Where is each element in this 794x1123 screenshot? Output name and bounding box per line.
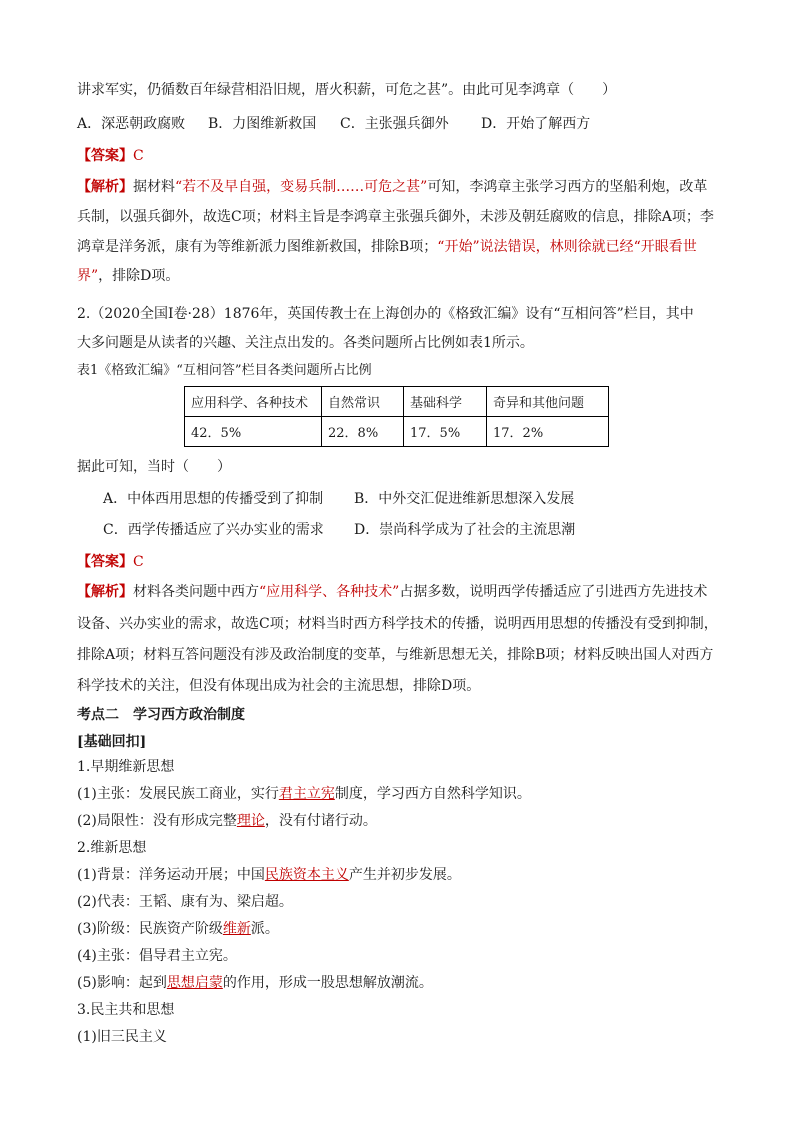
section-item: (1)旧三民主义 — [77, 1029, 167, 1045]
section-item: 3.民主共和思想 — [77, 1002, 175, 1018]
highlighted-term: 思想启蒙 — [166, 975, 223, 991]
highlighted-term: 民族资本主义 — [264, 867, 349, 883]
q1-answer — [77, 146, 144, 166]
q1-option-d: D．开始了解西方 — [481, 116, 591, 132]
q1-analysis-line-2 — [77, 207, 714, 227]
analysis-tag: 【解析】 — [77, 179, 133, 195]
analysis-text: 兵制，以强兵御外，故选C项；材料主旨是李鸿章主张强兵御外，未涉及朝廷腐败的信息，排除A项；李 — [77, 209, 714, 225]
answer-value: C — [133, 148, 144, 164]
section-item: (4)主张：倡导君主立宪。 — [77, 948, 237, 964]
table-header-row — [185, 387, 609, 417]
q2-option-c: C．西学传播适应了兴办实业的需求 — [103, 522, 324, 538]
analysis-text: 鸿章是洋务派，康有为等维新派力图维新救国，排除B项； — [77, 239, 438, 255]
section-item: (2)代表：王韬、康有为、梁启超。 — [77, 894, 293, 910]
q2-analysis-line-1 — [77, 582, 707, 602]
highlighted-term: 君主立宪 — [278, 786, 335, 802]
highlighted-term: 理论 — [236, 813, 265, 829]
q2-analysis-line-3: 排除A项；材料互答问题没有涉及政治制度的变革，与维新思想无关，排除B项；材料反映出国人对西方 — [77, 647, 714, 663]
q1-option-c: C．主张强兵御外 — [340, 116, 449, 132]
analysis-quote: “若不及早自强，变易兵制……可危之甚” — [175, 179, 428, 195]
q2-question: 据此可知，当时（ ） — [77, 459, 231, 475]
table-caption: 表1《格致汇编》“互相问答”栏目各类问题所占比例 — [77, 363, 372, 378]
analysis-text: 材料各类问题中西方 — [133, 584, 259, 600]
answer-value: C — [133, 554, 144, 570]
q2-analysis-line-4: 科学技术的关注，但没有体现出成为社会的主流思想，排除D项。 — [77, 678, 481, 694]
section-subtitle: [基础回扣] — [77, 734, 147, 750]
q2-stem-line-1: 2.（2020全国Ⅰ卷·28）1876年，英国传教士在上海创办的《格致汇编》设有“互相问答”栏目，其中 — [77, 306, 694, 322]
analysis-text: 占据多数，说明西学传播适应了引进西方先进技术 — [399, 584, 708, 600]
analysis-text: 可知，李鸿章主张学习西方的坚船利炮，改革 — [427, 179, 708, 195]
analysis-quote: “应用科学、各种技术” — [259, 584, 400, 600]
table-cell: 22．8% — [322, 417, 404, 447]
section-item: (2)局限性：没有形成完整理论，没有付诸行动。 — [77, 813, 377, 829]
q2-analysis-line-2: 设备、兴办实业的需求，故选C项；材料当时西方科学技术的传播，说明西用思想的传播没有受到抑制， — [77, 616, 718, 632]
q1-analysis-line-4 — [77, 266, 179, 286]
answer-tag: 【答案】 — [77, 554, 133, 570]
section-item: (5)影响：起到思想启蒙的作用，形成一股思想解放潮流。 — [77, 975, 433, 991]
q2-stem-line-2: 大多问题是从读者的兴趣、关注点出发的。各类问题所占比例如表1所示。 — [77, 335, 534, 351]
q1-analysis-line-1 — [77, 177, 707, 197]
question-table — [184, 386, 609, 447]
q2-option-d: D．崇尚科学成为了社会的主流思潮 — [354, 522, 576, 538]
section-item: (1)背景：洋务运动开展；中国民族资本主义产生并初步发展。 — [77, 867, 461, 883]
q1-analysis-line-3 — [77, 237, 697, 257]
answer-tag: 【答案】 — [77, 148, 133, 164]
table-cell: 17．5% — [404, 417, 487, 447]
section-item: (3)阶级：民族资产阶级维新派。 — [77, 921, 279, 937]
section-item: 2.维新思想 — [77, 840, 147, 856]
section-item: 1.早期维新思想 — [77, 759, 175, 775]
highlighted-term: 维新 — [222, 921, 251, 937]
analysis-text: 据材料 — [133, 179, 175, 195]
analysis-tag: 【解析】 — [77, 584, 133, 600]
q2-option-a: A．中体西用思想的传播受到了抑制 — [103, 491, 324, 507]
table-header-cell: 奇异和其他问题 — [487, 387, 609, 417]
analysis-quote: “开始”说法错误，林则徐就已经“开眼看世 — [437, 239, 697, 255]
q1-option-a: A．深恶朝政腐败 — [77, 116, 186, 132]
table-header-cell: 自然常识 — [322, 387, 404, 417]
table-header-cell: 应用科学、各种技术 — [185, 387, 322, 417]
q1-stem-tail: 讲求军实，仍循数百年绿营相沿旧规，厝火积薪，可危之甚”。由此可见李鸿章（ ） — [77, 82, 617, 98]
q1-option-b: B．力图维新救国 — [208, 116, 317, 132]
table-cell: 17．2% — [487, 417, 609, 447]
q2-answer — [77, 552, 144, 572]
table-cell: 42．5% — [185, 417, 322, 447]
table-header-cell: 基础科学 — [404, 387, 487, 417]
table-row — [185, 417, 609, 447]
section-item: (1)主张：发展民族工商业，实行君主立宪制度，学习西方自然科学知识。 — [77, 786, 531, 802]
q2-option-b: B．中外交汇促进维新思想深入发展 — [354, 491, 575, 507]
section-title: 考点二 学习西方政治制度 — [77, 707, 245, 723]
analysis-quote: 界” — [77, 268, 99, 284]
analysis-text: ，排除D项。 — [98, 268, 180, 284]
